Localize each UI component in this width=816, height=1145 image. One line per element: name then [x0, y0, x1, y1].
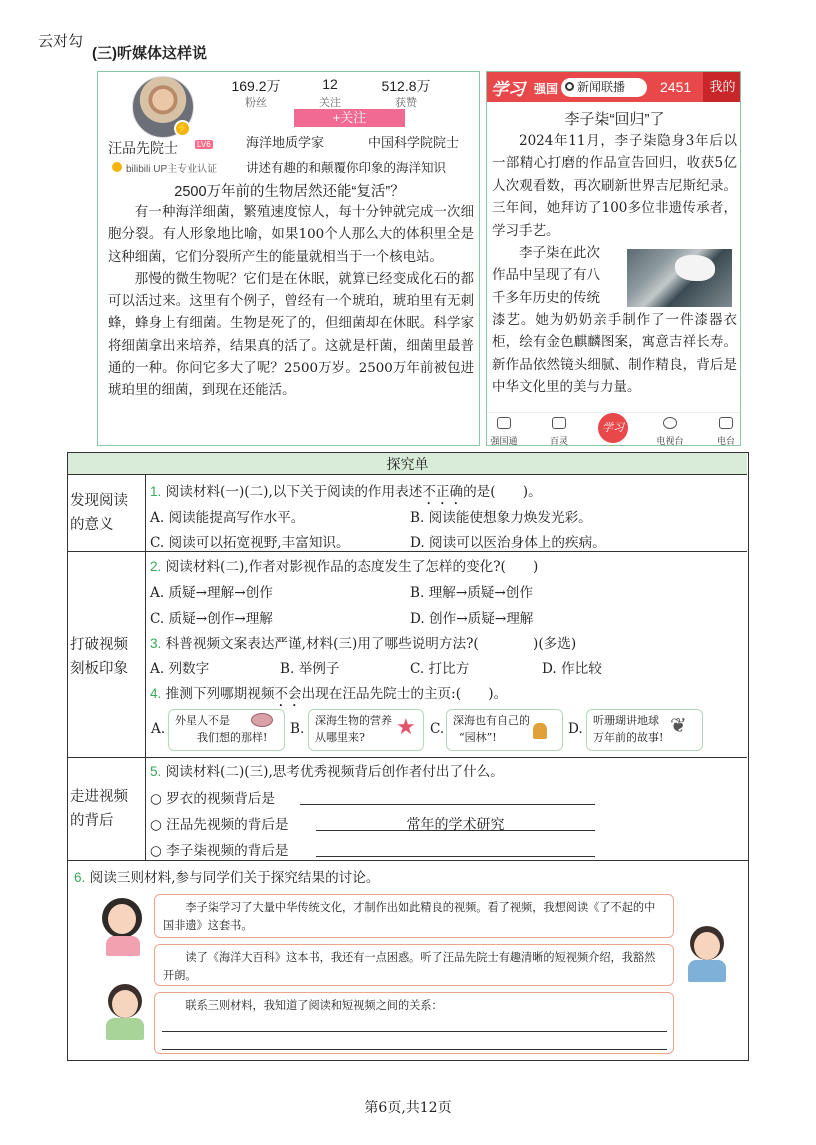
- q5-item-luoyi: ○ 罗衣的视频背后是: [150, 791, 275, 807]
- transcript-paragraph: 那慢的微生物呢？它们是在休眠，就算已经变成化石的都可以活过来。这里有个例子，曾经有一个琥珀，琥珀里有无刺蜂，蜂身上有细菌。生物是死了的，但细菌却在休眠。科学家将细菌拿出来培养，结果真的活了。这就是杆菌，细菌里最普通的一种。你问它多大了呢？2500万岁。2500万年前被包进琥珀里的细菌，到现在还能活。: [108, 271, 474, 399]
- username: 汪品先院士: [108, 140, 178, 156]
- option-2c[interactable]: C. 质疑→创作→理解: [150, 611, 273, 627]
- boy-face-right: [694, 932, 720, 960]
- card-line: 从哪里来?: [315, 731, 365, 744]
- question-text: 阅读材料(一)(二),以下关于阅读的作用表述: [165, 484, 423, 500]
- question-5: [150, 760, 504, 780]
- question-1: [150, 480, 542, 508]
- card-line: 万年前的故事!: [593, 731, 664, 744]
- stat-fans-value: 169.2万: [231, 78, 281, 94]
- discussion-answer-line-1[interactable]: [162, 1018, 667, 1032]
- option-1d[interactable]: D. 阅读可以医治身体上的疾病。: [410, 535, 606, 551]
- follow-button[interactable]: +关注: [294, 109, 405, 127]
- coral-icon: [533, 723, 547, 739]
- question-text: 阅读材料(二)(三),思考优秀视频背后创作者付出了什么。: [165, 764, 504, 780]
- card-line: 听珊瑚讲地球: [593, 714, 659, 727]
- exploration-table: [67, 452, 749, 861]
- emphasis-text: 不会: [274, 686, 302, 702]
- stat-likes-value: 512.8万: [381, 78, 431, 94]
- option-4c-letter[interactable]: C.: [430, 721, 445, 737]
- option-4b-letter[interactable]: B.: [290, 721, 305, 737]
- tab-tv[interactable]: 电视台: [656, 436, 684, 446]
- video-title: 2500万年前的生物居然还能“复活”？: [174, 184, 405, 200]
- tag-geologist: 海洋地质学家: [246, 135, 325, 150]
- stat-likes-label: 获赞: [395, 97, 417, 109]
- stat-fans-label: 粉丝: [245, 97, 267, 109]
- answer-blank-luoyi[interactable]: [300, 789, 595, 805]
- question-number: 4.: [150, 686, 162, 701]
- xuexi-card: [486, 71, 741, 446]
- boy-shirt-right: [688, 960, 726, 982]
- discussion-box: [67, 860, 749, 1061]
- radio-icon: [719, 417, 733, 429]
- article-line: 千多年历史的传统: [492, 289, 600, 306]
- bubble-3-text: 联系三则材料，我知道了阅读和短视频之间的关系：: [185, 999, 443, 1012]
- boy-shirt-left: [106, 1018, 144, 1040]
- answer-blank-wang[interactable]: 常年的学术研究: [316, 814, 595, 831]
- search-icon: [565, 82, 574, 91]
- cert-icon: [112, 162, 122, 172]
- question-2: [150, 555, 538, 575]
- q5-item-li: ○ 李子柒视频的背后是: [150, 843, 289, 859]
- tag-academician: 中国科学院院士: [368, 135, 460, 150]
- question-number: 2.: [150, 559, 162, 574]
- transcript-paragraph: 有一种海洋细菌，繁殖速度惊人，每十分钟就完成一次细胞分裂。有人形象地比喻，如果100个人那么大的体积里全是这种细菌，它们分裂所产生的能量就相当于一个核电站。: [108, 205, 474, 265]
- option-1c[interactable]: C. 阅读可以拓宽视野,丰富知识。: [150, 535, 350, 551]
- girl-face: [108, 904, 136, 934]
- question-number: 5.: [150, 764, 162, 779]
- q5-item-wang: ○ 汪品先视频的背后是: [150, 817, 289, 833]
- option-1b[interactable]: B. 阅读能使想象力焕发光彩。: [410, 510, 592, 526]
- card-line: “园林”!: [459, 731, 497, 744]
- search-bar[interactable]: 新闻联播: [561, 78, 647, 97]
- tab-xuexi[interactable]: 学习: [598, 413, 628, 443]
- question-text: 阅读材料(二),作者对影视作品的态度发生了怎样的变化?( ): [165, 559, 539, 575]
- question-4: [150, 682, 507, 710]
- table-title: 探究单: [68, 453, 747, 475]
- speech-bubble-2: 读了《海洋大百科》这本书，我还有一点困惑。听了汪品先院士有趣清晰的短视频介绍，我豁然开朗。: [154, 944, 674, 986]
- emphasis-text: 不正确: [422, 484, 464, 500]
- channel-description: 讲述有趣的和颠覆你印象的海洋知识: [246, 161, 447, 175]
- column-divider: [145, 475, 146, 861]
- article-paragraph-wrap: [492, 242, 624, 309]
- option-2d[interactable]: D. 创作→质疑→理解: [410, 611, 534, 627]
- coral-branch-icon: ❦: [670, 713, 687, 737]
- level-badge: LV6: [197, 140, 211, 149]
- article-title: 李子柒“回归”了: [564, 111, 665, 128]
- glove-photo-detail: [675, 255, 715, 281]
- option-3a[interactable]: A. 列数字: [150, 661, 210, 677]
- xuexi-logo: 学习: [491, 80, 525, 100]
- option-4d-letter[interactable]: D.: [568, 721, 583, 737]
- option-3b[interactable]: B. 举例子: [280, 661, 340, 677]
- question-number: 3.: [150, 636, 162, 651]
- section-title: (三)听媒体这样说: [92, 45, 207, 62]
- page-footer: 第6页,共12页: [364, 1100, 452, 1116]
- option-1a[interactable]: A. 阅读能提高写作水平。: [150, 510, 305, 526]
- question-text: 科普视频文案表达严谨,材料(三)用了哪些说明方法?( )(多选): [165, 636, 577, 652]
- stat-follow-value: 12: [322, 76, 338, 92]
- row-label-behind: 走进视频的背后: [70, 789, 128, 829]
- chat-icon: [497, 417, 511, 429]
- answer-blank-li[interactable]: [316, 841, 595, 857]
- cert-text: bilibili UP主专业认证: [126, 164, 218, 175]
- question-number: 1.: [150, 484, 162, 499]
- question-3: [150, 632, 576, 652]
- points-score: 2451: [660, 79, 692, 95]
- lightning-icon: ⚡: [174, 120, 191, 137]
- article-paragraph: 漆艺。她为奶奶亲手制作了一件漆器衣柜，绘有金色麒麟图案，寓意吉祥长寿。新作品依然镜头细腻、制作精良，背后是中华文化里的美与力量。: [492, 312, 737, 396]
- question-text: 出现在汪品先院士的主页:( )。: [301, 686, 508, 702]
- article-paragraph: 2024年11月，李子柒隐身3年后以一部精心打磨的作品宣告回归，收获5亿人次观看数，再次刷新世界吉尼斯纪录。三年间，她拜访了100多位非遗传承者，学习手艺。: [492, 133, 737, 239]
- tab-qiangguotong[interactable]: 强国通: [490, 436, 518, 446]
- option-4a-letter[interactable]: A.: [151, 721, 166, 737]
- row-divider: [68, 551, 747, 552]
- question-text: 的是( )。: [463, 484, 542, 500]
- tab-radio[interactable]: 电台: [716, 436, 735, 446]
- row-divider: [68, 757, 747, 758]
- starfish-icon: ★: [396, 715, 416, 740]
- speech-bubble-1: 李子柒学习了大量中华传统文化，才制作出如此精良的视频。看了视频，我想阅读《了不起的中国非遗》这套书。: [154, 894, 674, 938]
- card-line: 外星人不是: [175, 714, 230, 727]
- option-3c[interactable]: C. 打比方: [410, 661, 470, 677]
- stat-follow-label: 关注: [319, 97, 341, 109]
- video-transcript: [108, 202, 474, 403]
- boy-face-left: [112, 990, 138, 1018]
- question-text: 阅读三则材料,参与同学们关于探究结果的讨论。: [89, 870, 380, 886]
- card-line: 我们想的那样!: [197, 731, 268, 744]
- tv-play-icon: [663, 417, 677, 429]
- mine-button[interactable]: 我的: [703, 72, 741, 102]
- planet-icon: [251, 713, 273, 727]
- row-label-meaning: 发现阅读的意义: [70, 493, 128, 533]
- question-text: 推测下列哪期视频: [165, 686, 275, 702]
- article-line: 李子柒在此次: [519, 245, 600, 261]
- question-number: 6.: [74, 870, 86, 885]
- question-6: [74, 866, 379, 886]
- bilibili-card: [97, 71, 480, 446]
- option-2a[interactable]: A. 质疑→理解→创作: [150, 585, 273, 601]
- xuexi-logo-sub: 强国: [534, 82, 559, 96]
- discussion-answer-line-2[interactable]: [162, 1036, 667, 1050]
- row-label-stereotype: 打破视频刻板印象: [70, 637, 128, 677]
- article-line: 作品中呈现了有八: [492, 267, 600, 284]
- girl-shirt: [106, 936, 140, 956]
- tab-bailing[interactable]: 百灵: [549, 436, 568, 446]
- option-2b[interactable]: B. 理解→质疑→创作: [410, 585, 533, 601]
- play-icon: [552, 417, 566, 429]
- card-line: 深海也有自己的: [453, 714, 530, 727]
- option-3d[interactable]: D. 作比较: [542, 661, 602, 677]
- card-line: 深海生物的营养: [315, 714, 392, 727]
- corner-label: 云对勾: [38, 32, 84, 50]
